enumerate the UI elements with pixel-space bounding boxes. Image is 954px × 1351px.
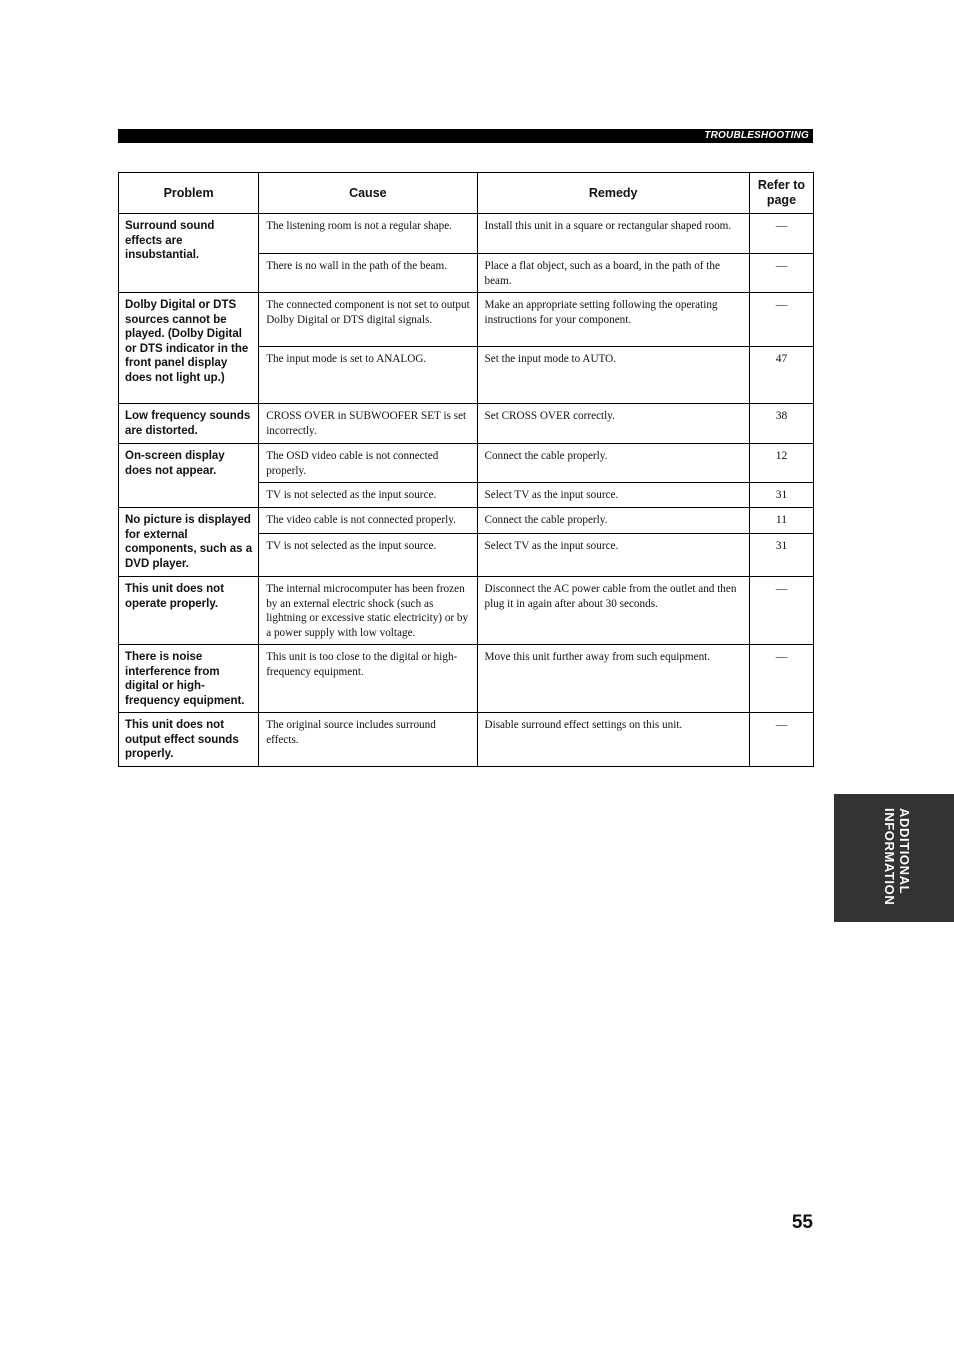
refer-page-cell: 11 (749, 508, 813, 534)
refer-page-cell: — (749, 214, 813, 254)
problem-cell: Low frequency sounds are distorted. (119, 404, 259, 444)
cause-cell: TV is not selected as the input source. (259, 483, 477, 508)
cause-cell: The internal microcomputer has been frozen by an external electric shock (such as lightning or excessive static electricity) or by a power supply with low voltage. (259, 577, 477, 645)
remedy-cell: Connect the cable properly. (477, 444, 749, 483)
cause-cell: CROSS OVER in SUBWOOFER SET is set incorrectly. (259, 404, 477, 444)
column-header-cause: Cause (259, 173, 477, 214)
cause-cell: The input mode is set to ANALOG. (259, 347, 477, 404)
cause-cell: The original source includes surround effects. (259, 713, 477, 767)
refer-page-cell: — (749, 293, 813, 347)
section-side-tab (834, 794, 954, 922)
refer-page-cell: — (749, 713, 813, 767)
side-tab-line-2: INFORMATION (882, 808, 897, 906)
remedy-cell: Move this unit further away from such equipment. (477, 645, 749, 713)
cause-cell: This unit is too close to the digital or high-frequency equipment. (259, 645, 477, 713)
table-row (119, 645, 814, 713)
remedy-cell: Select TV as the input source. (477, 534, 749, 577)
problem-cell: This unit does not output effect sounds properly. (119, 713, 259, 767)
problem-cell: No picture is displayed for external components, such as a DVD player. (119, 508, 259, 577)
side-tab-line-1: ADDITIONAL (897, 808, 912, 895)
table-header-row (119, 173, 814, 214)
refer-page-cell: — (749, 645, 813, 713)
problem-cell: On-screen display does not appear. (119, 444, 259, 508)
table-row (119, 713, 814, 767)
cause-cell: The listening room is not a regular shape. (259, 214, 477, 254)
remedy-cell: Select TV as the input source. (477, 483, 749, 508)
table-row (119, 293, 814, 347)
cause-cell: The OSD video cable is not connected properly. (259, 444, 477, 483)
table-row (119, 214, 814, 254)
refer-page-cell: 47 (749, 347, 813, 404)
cause-cell: TV is not selected as the input source. (259, 534, 477, 577)
cause-cell: The video cable is not connected properly. (259, 508, 477, 534)
table-row (119, 404, 814, 444)
remedy-cell: Disable surround effect settings on this unit. (477, 713, 749, 767)
remedy-cell: Make an appropriate setting following the operating instructions for your component. (477, 293, 749, 347)
column-header-problem: Problem (119, 173, 259, 214)
refer-page-cell: 31 (749, 483, 813, 508)
refer-page-cell: 38 (749, 404, 813, 444)
column-header-refer: Refer to page (749, 173, 813, 214)
problem-cell: Dolby Digital or DTS sources cannot be played. (Dolby Digital or DTS indicator in the front panel display does not light up.) (119, 293, 259, 404)
remedy-cell: Set the input mode to AUTO. (477, 347, 749, 404)
cause-cell: There is no wall in the path of the beam. (259, 254, 477, 293)
refer-page-cell: — (749, 577, 813, 645)
remedy-cell: Place a flat object, such as a board, in the path of the beam. (477, 254, 749, 293)
table-row (119, 444, 814, 483)
column-header-remedy: Remedy (477, 173, 749, 214)
refer-page-cell: 31 (749, 534, 813, 577)
problem-cell: This unit does not operate properly. (119, 577, 259, 645)
section-title: TROUBLESHOOTING (704, 130, 809, 141)
table-row (119, 577, 814, 645)
troubleshooting-table (118, 172, 814, 767)
cause-cell: The connected component is not set to output Dolby Digital or DTS digital signals. (259, 293, 477, 347)
remedy-cell: Set CROSS OVER correctly. (477, 404, 749, 444)
problem-cell: There is noise interference from digital or high-frequency equipment. (119, 645, 259, 713)
refer-page-cell: 12 (749, 444, 813, 483)
side-tab-label (882, 808, 912, 905)
remedy-cell: Connect the cable properly. (477, 508, 749, 534)
refer-page-cell: — (749, 254, 813, 293)
section-header-bar (118, 129, 813, 143)
table-row (119, 508, 814, 534)
problem-cell: Surround sound effects are insubstantial. (119, 214, 259, 293)
remedy-cell: Disconnect the AC power cable from the outlet and then plug it in again after about 30 seconds. (477, 577, 749, 645)
page-number: 55 (791, 1212, 813, 1233)
remedy-cell: Install this unit in a square or rectangular shaped room. (477, 214, 749, 254)
